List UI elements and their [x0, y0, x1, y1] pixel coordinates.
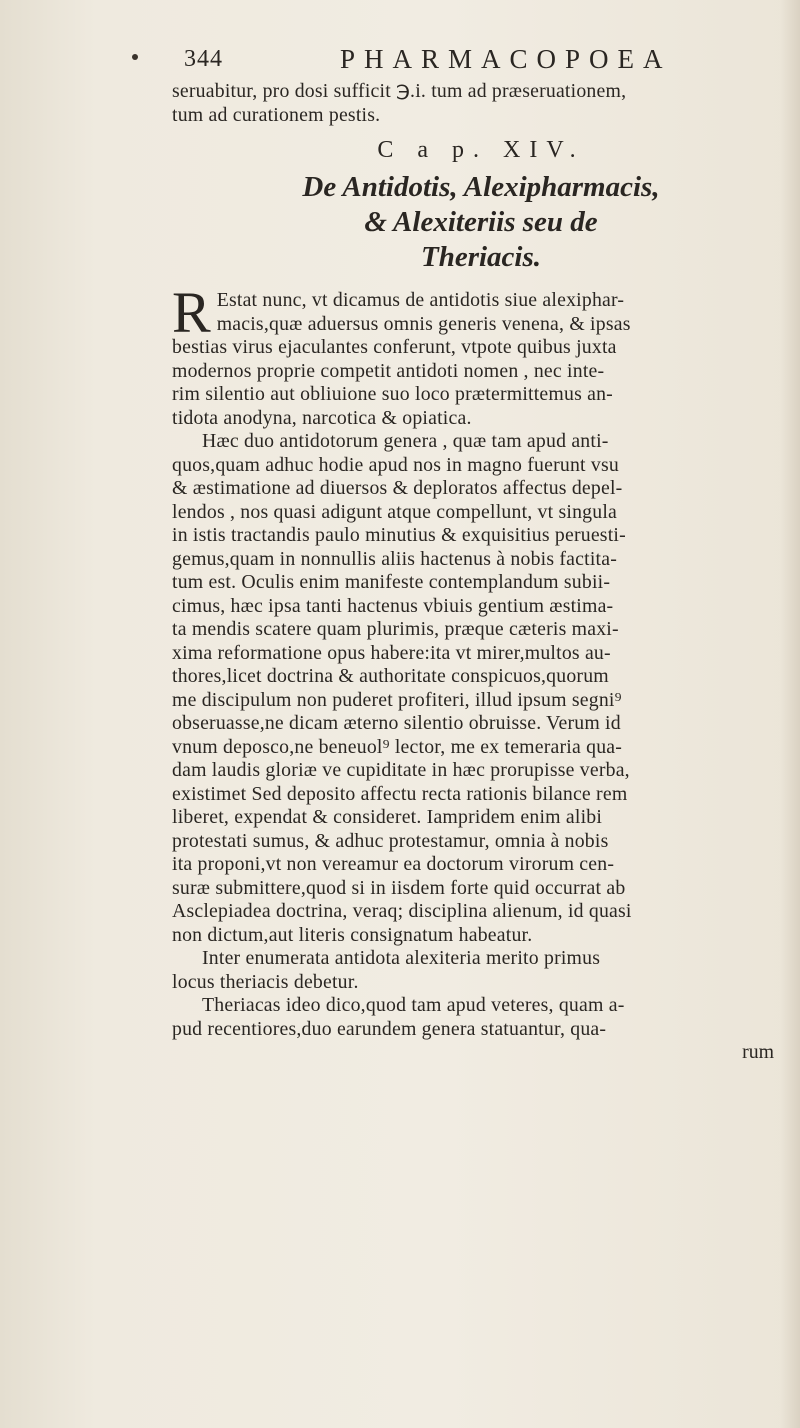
text-line: Hæc duo antidotorum genera , quæ tam apud anti-: [202, 430, 609, 452]
text-line: locus theriacis debetur.: [172, 970, 359, 993]
paragraph: [172, 947, 790, 994]
page-header: [150, 44, 770, 84]
text-line: me discipulum non puderet profiteri, illud ipsum segni⁹: [172, 688, 622, 711]
paragraph: [172, 994, 790, 1041]
text-line: dam laudis gloriæ ve cupiditate in hæc prorupisse verba,: [172, 759, 630, 781]
chapter-title-line: De Antidotis, Alexipharmacis,: [302, 171, 660, 203]
paragraph: [172, 280, 790, 430]
text-line: & æstimatione ad diuersos & deploratos affectus depel-: [172, 477, 623, 499]
text-line: quos,quam adhuc hodie apud nos in magno fuerunt vsu: [172, 453, 619, 476]
text-line: bestias virus ejaculantes conferunt, vtpote quibus juxta: [172, 336, 617, 358]
chapter-label: C a p. XIV.: [377, 137, 585, 163]
page-number: 344: [184, 46, 223, 72]
text-line: thores,licet doctrina & authoritate conspicuos,quorum: [172, 665, 609, 687]
drop-cap: R: [172, 280, 211, 345]
text-line: suræ submittere,quod si in iisdem forte quid occurrat ab: [172, 876, 626, 899]
text-line: existimet Sed deposito affectu recta rationis bilance rem: [172, 782, 628, 805]
text-line: non dictum,aut literis consignatum habeatur.: [172, 923, 533, 946]
text-line: vnum deposco,ne beneuol⁹ lector, me ex temeraria qua-: [172, 735, 623, 758]
text-line: Inter enumerata antidota alexiteria merito primus: [202, 947, 601, 969]
text-line: in istis tractandis paulo minutius & exquisitius peruesti-: [172, 524, 626, 546]
text-line: Theriacas ideo dico,quod tam apud veteres, quam a-: [202, 994, 625, 1016]
text-line: modernos proprie competit antidoti nomen , nec inte-: [172, 359, 605, 382]
text-line: ita proponi,vt non vereamur ea doctorum virorum cen-: [172, 853, 615, 875]
chapter-title-line: & Alexiteriis seu de: [364, 206, 598, 238]
text-line: lendos , nos quasi adigunt atque compellunt, vt singula: [172, 500, 618, 523]
text-line: obseruasse,ne dicam æterno silentio obruisse. Verum id: [172, 712, 621, 734]
text-line: tidota anodyna, narcotica & opiatica.: [172, 406, 472, 429]
text-block: [172, 80, 790, 1065]
text-line: cimus, hæc ipsa tanti hactenus vbiuis gentium æstima-: [172, 594, 614, 617]
text-line: gemus,quam in nonnullis aliis hactenus à nobis factita-: [172, 547, 617, 570]
paragraph: [172, 430, 790, 947]
text-line: tum ad curationem pestis.: [172, 103, 381, 126]
text-line: pud recentiores,duo earundem genera statuantur, qua-: [172, 1017, 607, 1040]
text-line: Asclepiadea doctrina, veraq; disciplina alienum, id quasi: [172, 900, 632, 922]
text-line: liberet, expendat & consideret. Iampridem enim alibi: [172, 806, 603, 828]
text-line: seruabitur, pro dosi sufficit ℈.i. tum ad præseruationem,: [172, 80, 627, 102]
running-title: PHARMACOPOEA: [340, 44, 672, 74]
text-line: rim silentio aut obliuione suo loco prætermittemus an-: [172, 383, 613, 405]
text-line: protestati sumus, & adhuc protestamur, omnia à nobis: [172, 829, 609, 852]
text-line: xima reformatione opus habere:ita vt mirer,multos au-: [172, 641, 611, 664]
text-line: tum est. Oculis enim manifeste contemplandum subii-: [172, 571, 611, 593]
chapter-title-line: Theriacis.: [420, 241, 542, 273]
ink-dot: [132, 54, 138, 60]
catchword: rum: [742, 1041, 774, 1063]
text-line: macis,quæ aduersus omnis generis venena, & ipsas: [216, 312, 631, 335]
text-line: Estat nunc, vt dicamus de antidotis siue alexiphar-: [216, 289, 625, 311]
text-line: ta mendis scatere quam plurimis, præque cæteris maxi-: [172, 618, 619, 640]
